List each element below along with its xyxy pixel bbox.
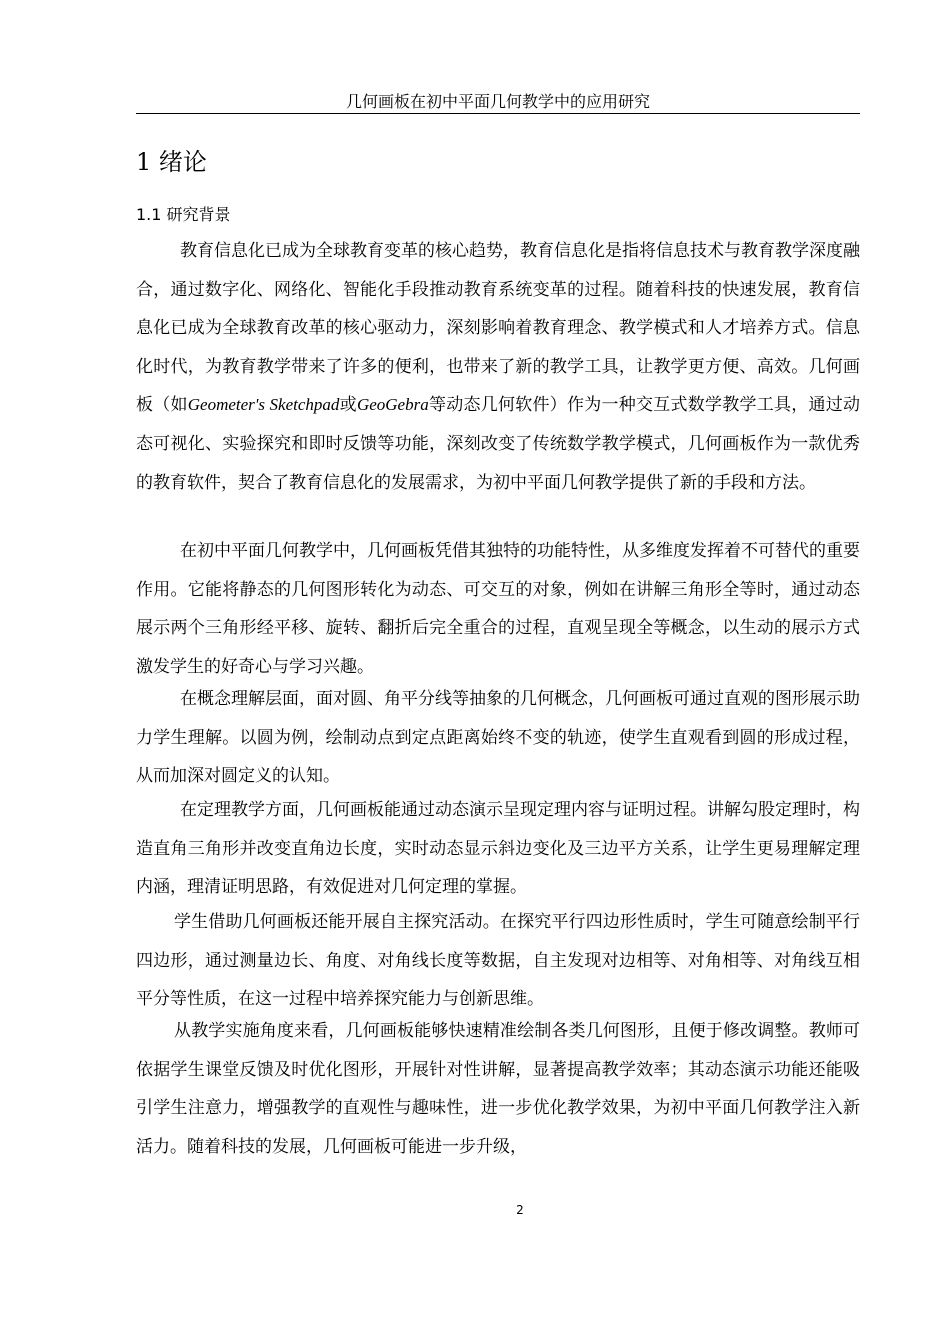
paragraph-1-part-c: 等动态几何软件）作为一种交互式数学教学工具，通过动态可视化、实验探究和即时反馈等功能，深刻改变了传统数学教学模式，几何画板作为一款优秀的教育软件，契合了教育信息化的发展需求，为初中平面几何教学提供了新的手段和方法。	[136, 395, 861, 493]
paragraph-1-part-a: 教育信息化已成为全球教育变革的核心趋势，教育信息化是指将信息技术与教育教学深度融合，通过数字化、网络化、智能化手段推动教育系统变革的过程。随着科技的快速发展，教育信息化已成为全球教育改革的核心驱动力，深刻影响着教育理念、教学模式和人才培养方式。信息化时代，为教育教学带来了许多的便利，也带来了新的教学工具，让教学更方便、高效。几何画板（如	[136, 241, 860, 416]
paragraph-5: 学生借助几何画板还能开展自主探究活动。在探究平行四边形性质时，学生可随意绘制平行四边形，通过测量边长、角度、对角线长度等数据，自主发现对边相等、对角相等、对角线互相平分等性质，在这一过程中培养探究能力与创新思维。	[136, 912, 860, 1010]
header-rule	[136, 113, 860, 114]
page-number: 2	[516, 1203, 524, 1217]
paragraph-1	[136, 232, 860, 502]
software-name-sketchpad: Geometer's Sketchpad	[187, 395, 340, 415]
paragraph-6: 从教学实施角度来看，几何画板能够快速精准绘制各类几何图形，且便于修改调整。教师可依据学生课堂反馈及时优化图形，开展针对性讲解，显著提高教学效率；其动态演示功能还能吸引学生注意力，增强教学的直观性与趣味性，进一步优化教学效果，为初中平面几何教学注入新活力。随着科技的发展，几何画板可能进一步升级，	[136, 1021, 860, 1157]
paragraph-1-part-b: 或	[339, 395, 357, 416]
running-header-title: 几何画板在初中平面几何教学中的应用研究	[345, 92, 650, 111]
paragraph-2: 在初中平面几何教学中，几何画板凭借其独特的功能特性，从多维度发挥着不可替代的重要作用。它能将静态的几何图形转化为动态、可交互的对象，例如在讲解三角形全等时，通过动态展示两个三角形经平移、旋转、翻折后完全重合的过程，直观呈现全等概念，以生动的展示方式激发学生的好奇心与学习兴趣。	[136, 541, 860, 677]
software-name-geogebra: GeoGebra	[356, 395, 429, 415]
paragraph-4: 在定理教学方面，几何画板能通过动态演示呈现定理内容与证明过程。讲解勾股定理时，构造直角三角形并改变直角边长度，实时动态显示斜边变化及三边平方关系，让学生更易理解定理内涵，理清证明思路，有效促进对几何定理的掌握。	[136, 800, 860, 898]
chapter-title: 1 绪论	[136, 148, 207, 176]
section-title: 1.1 研究背景	[136, 205, 231, 224]
paragraph-3: 在概念理解层面，面对圆、角平分线等抽象的几何概念，几何画板可通过直观的图形展示助力学生理解。以圆为例，绘制动点到定点距离始终不变的轨迹，使学生直观看到圆的形成过程，从而加深对圆定义的认知。	[136, 689, 860, 787]
